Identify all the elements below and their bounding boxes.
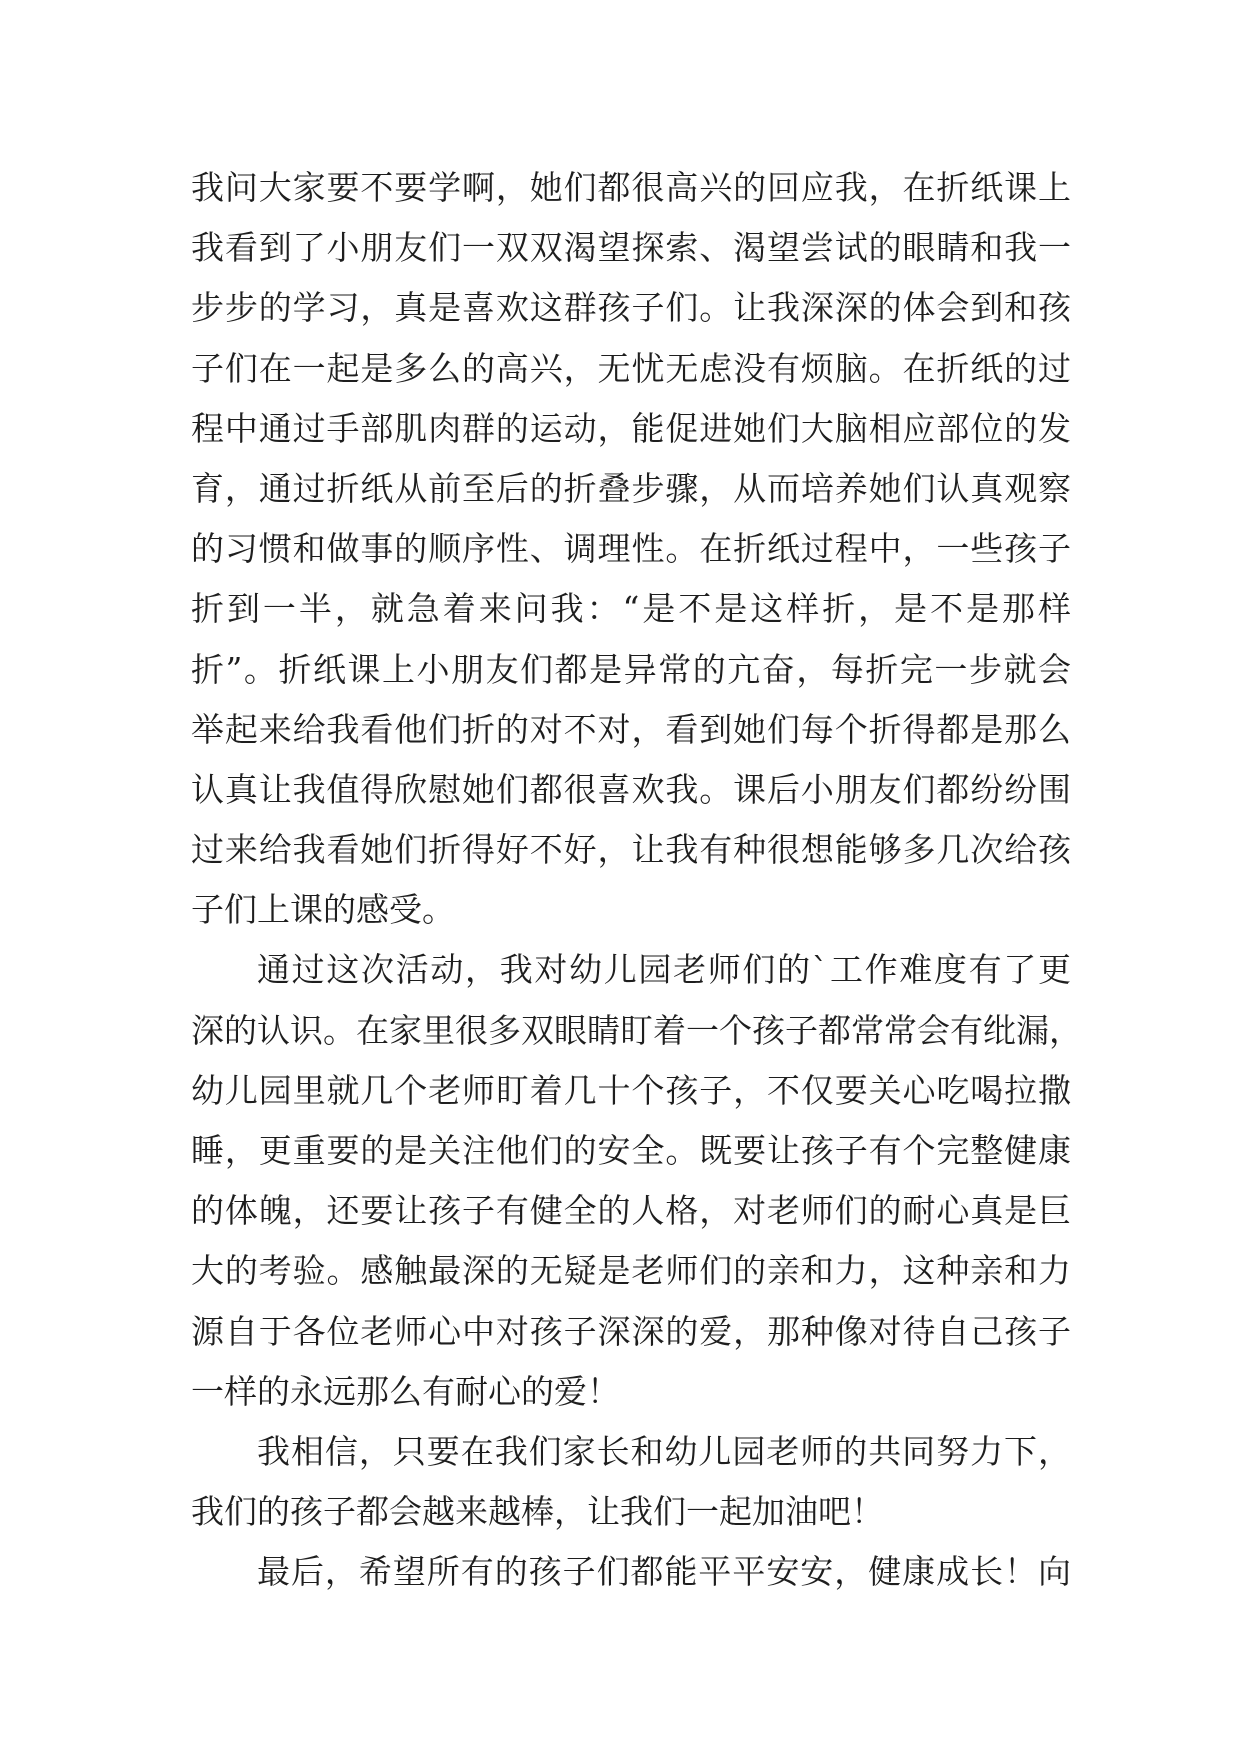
text-line: 我看到了小朋友们一双双渴望探索、渴望尝试的眼睛和我一 (191, 228, 1071, 268)
text-line: 过来给我看她们折得好不好，让我有种很想能够多几次给孩 (191, 830, 1071, 870)
text-line: 认真让我值得欣慰她们都很喜欢我。课后小朋友们都纷纷围 (191, 769, 1071, 809)
text-line: 深的认识。在家里很多双眼睛盯着一个孩子都常常会有纰漏， (191, 1010, 1082, 1050)
text-line: 子们在一起是多么的高兴，无忧无虑没有烦脑。在折纸的过 (191, 348, 1071, 388)
text-line: 的体魄，还要让孩子有健全的人格，对老师们的耐心真是巨 (191, 1191, 1071, 1231)
text-line: 源自于各位老师心中对孩子深深的爱，那种像对待自己孩子 (191, 1311, 1071, 1351)
text-line: 我问大家要不要学啊，她们都很高兴的回应我，在折纸课上 (191, 168, 1071, 207)
text-line: 大的考验。感触最深的无疑是老师们的亲和力，这种亲和力 (191, 1251, 1071, 1291)
text-line: 步步的学习，真是喜欢这群孩子们。让我深深的体会到和孩 (191, 288, 1071, 328)
text-line: 睡，更重要的是关注他们的安全。既要让孩子有个完整健康 (191, 1131, 1071, 1170)
text-line: 的习惯和做事的顺序性、调理性。在折纸过程中，一些孩子 (191, 529, 1071, 569)
text-line: 一样的永远那么有耐心的爱！ (191, 1371, 620, 1411)
text-line: 我们的孩子都会越来越棒，让我们一起加油吧！ (191, 1492, 884, 1532)
text-line: 我相信，只要在我们家长和幼儿园老师的共同努力下， (257, 1431, 1071, 1471)
text-line: 最后，希望所有的孩子们都能平平安安，健康成长！向 (257, 1552, 1071, 1592)
text-line: 幼儿园里就几个老师盯着几十个孩子，不仅要关心吃喝拉撒 (191, 1070, 1071, 1110)
text-line: 举起来给我看他们折的对不对，看到她们每个折得都是那么 (191, 709, 1071, 749)
text-line: 通过这次活动，我对幼儿园老师们的`工作难度有了更 (257, 950, 1071, 990)
text-line: 程中通过手部肌肉群的运动，能促进她们大脑相应部位的发 (191, 408, 1071, 448)
text-line: 折到一半，就急着来问我：“是不是这样折，是不是那样 (191, 589, 1071, 629)
text-line: 折”。折纸课上小朋友们都是异常的亢奋，每折完一步就会 (191, 649, 1071, 689)
text-line: 育，通过折纸从前至后的折叠步骤，从而培养她们认真观察 (191, 468, 1071, 508)
text-line: 子们上课的感受。 (191, 890, 455, 930)
body-text (191, 158, 1082, 1603)
